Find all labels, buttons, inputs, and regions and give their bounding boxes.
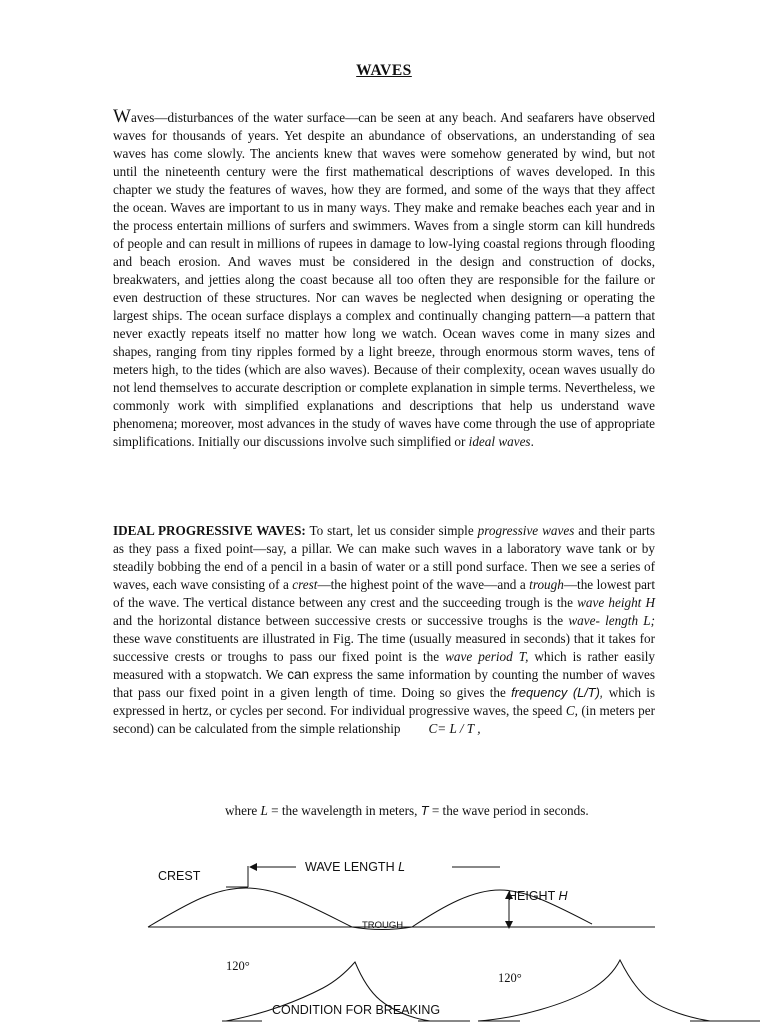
intro-end: . xyxy=(530,434,534,449)
section-text-6: these wave constituents are illustrated in Fig. The time (usually measured in seconds) that it takes for successive crests or troughs to pass our fixed point is the xyxy=(113,631,655,664)
height-label: HEIGHT H xyxy=(508,889,568,903)
section-text-7: which is rather easily measured with a stopwatch. We xyxy=(113,649,655,682)
drop-cap: W xyxy=(113,106,131,127)
section-text-10: (in meters per second) can be calculated from the simple relationship xyxy=(113,703,656,736)
section-text-1: To start, let us consider simple xyxy=(305,523,478,538)
section-heading: IDEAL PROGRESSIVE WAVES: xyxy=(113,523,306,538)
breaking-condition-label: CONDITION FOR BREAKING xyxy=(272,1003,441,1017)
section-text-9: which is expressed in hertz, or cycles per second. For individual progressive waves, the speed xyxy=(113,685,655,718)
wavelength-symbol: L xyxy=(398,860,406,874)
section-text-3: —the highest point of the wave—and a xyxy=(317,577,530,592)
crest-label: CREST xyxy=(158,869,201,883)
term-speed: C, xyxy=(565,703,578,718)
breaking-angle-label-2: 120° xyxy=(498,971,522,985)
term-progressive-waves: progressive waves xyxy=(477,523,575,538)
wave-crest-1 xyxy=(148,888,352,927)
trough-label: TROUGH xyxy=(362,920,404,931)
height-symbol: H xyxy=(558,889,568,903)
symbol-l: L xyxy=(260,803,268,818)
breaking-angle-label-1: 120° xyxy=(226,959,250,973)
breaking-wave-2 xyxy=(478,960,710,1021)
speed-formula: C= L / T , xyxy=(428,721,481,736)
term-wave-length: wave- length L; xyxy=(568,613,655,628)
page-title: WAVES xyxy=(356,62,412,79)
term-wave-height: wave height H xyxy=(577,595,655,610)
section-text-8: express the same information by counting the number of waves that pass our fixed point in a given length of time. Doing so gives the xyxy=(113,667,655,700)
where-text-1: where xyxy=(225,803,261,818)
term-wave-period: wave period T, xyxy=(445,649,529,664)
term-trough: trough xyxy=(529,577,564,592)
where-text-2: = the wavelength in meters, xyxy=(267,803,421,818)
word-can: can xyxy=(287,667,310,682)
section-text-4: —the lowest part of the wave. The vertical distance between any crest and the succeeding trough is the xyxy=(113,577,655,610)
wavelength-label: WAVE LENGTH L xyxy=(305,860,406,874)
section-text-2: and their parts as they pass a fixed point—say, a pillar. We can make such waves in a laboratory wave tank or by steadily bobbing the end of a pencil in a basin of water or a still pond surface. Then we see a series of waves, each wave consisting of a xyxy=(113,523,655,592)
where-text-3: = the wave period in seconds. xyxy=(428,803,589,818)
intro-text: aves—disturbances of the water surface—can be seen at any beach. And seafarers have observed waves for thousands of years. Yet despite an abundance of observations, an understanding of sea waves has come slowly. The ancients knew that waves were somehow generated by wind, but not until the nineteenth century were the first mathematical descriptions of waves developed. In this chapter we study the features of waves, how they are formed, and some of the ways that they affect the ocean. Waves are important to us in many ways. They make and remake beaches each year and in the process entertain millions of surfers and swimmers. Waves from a single storm can kill hundreds of people and can result in millions of rupees in damage to low-lying coastal regions through flooding and beach erosion. And waves must be considered in the design and construction of docks, breakwaters, and jetties along the coast because all too often they are responsible for the failure or even destruction of these structures. Nor can waves be neglected when designing or operating the largest ships. The ocean surface displays a complex and continually changing pattern—a pattern that never exactly repeats itself no matter how long we watch. Ocean waves come in many sizes and shapes, ranging from tiny ripples formed by a light breeze, through enormous storm waves, tens of meters high, to the tides (which are also waves). Because of their complexity, ocean waves usually do not lend themselves to accurate description or complete explanation in simple terms. Nevertheless, we commonly work with simplified explanations and descriptions that help us understand wave phenomena; moreover, most advances in the study of waves have come through the use of appropriate simplifications. Initially our discussions involve such simplified or xyxy=(113,110,655,449)
symbol-t: T xyxy=(420,803,429,818)
term-crest: crest xyxy=(292,577,318,592)
term-ideal-waves: ideal waves xyxy=(468,434,531,449)
section-text-5: and the horizontal distance between successive crests or successive troughs is the xyxy=(113,613,569,628)
term-frequency: frequency (L/T), xyxy=(511,685,604,700)
